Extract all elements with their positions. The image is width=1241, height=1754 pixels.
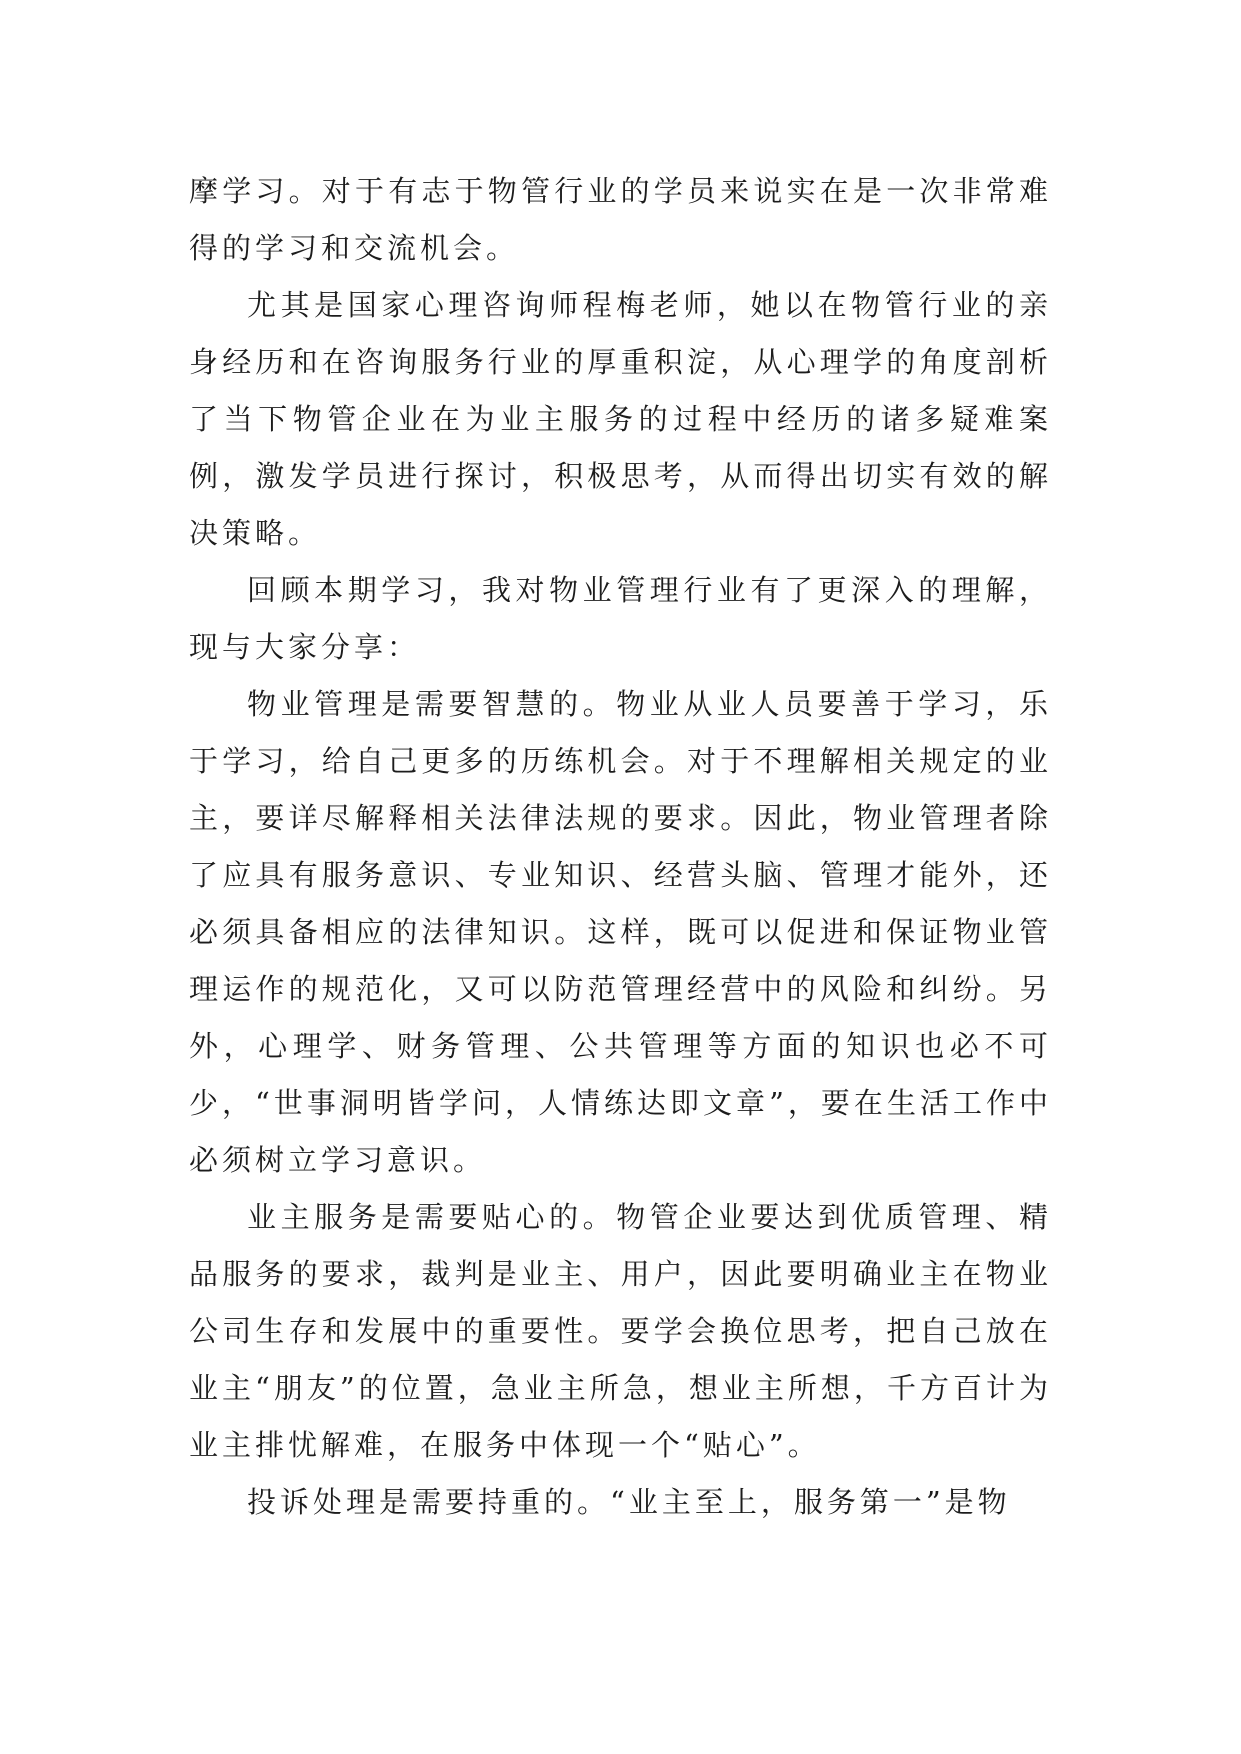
paragraph-complaint: 投诉处理是需要持重的。“业主至上，服务第一”是物: [247, 1485, 1011, 1519]
paragraph-review: 回顾本期学习，我对物业管理行业有了更深入的理解，现与大家分享：: [189, 573, 1052, 664]
paragraph-wisdom: 物业管理是需要智慧的。物业从业人员要善于学习，乐于学习，给自己更多的历练机会。对于不理解相关规定的业主，要详尽解释相关法律法规的要求。因此，物业管理者除了应具有服务意识、专业知识、经营头脑、管理才能外，还必须具备相应的法律知识。这样，既可以促进和保证物业管理运作的规范化，又可以防范管理经营中的风险和纠纷。另外，心理学、财务管理、公共管理等方面的知识也必不可少，“世事洞明皆学问，人情练达即文章”，要在生活工作中必须树立学习意识。: [189, 687, 1052, 1177]
paragraph-counselor: 尤其是国家心理咨询师程梅老师，她以在物管行业的亲身经历和在咨询服务行业的厚重积淀，从心理学的角度剖析了当下物管企业在为业主服务的过程中经历的诸多疑难案例，激发学员进行探讨，积极思考，从而得出切实有效的解决策略。: [189, 288, 1052, 550]
document-body: [189, 163, 1052, 1531]
paragraph-service: 业主服务是需要贴心的。物管企业要达到优质管理、精品服务的要求，裁判是业主、用户，因此要明确业主在物业公司生存和发展中的重要性。要学会换位思考，把自己放在业主“朋友”的位置，急业主所急，想业主所想，千方百计为业主排忧解难，在服务中体现一个“贴心”。: [189, 1200, 1052, 1462]
paragraph-continued: 摩学习。对于有志于物管行业的学员来说实在是一次非常难得的学习和交流机会。: [189, 174, 1052, 265]
